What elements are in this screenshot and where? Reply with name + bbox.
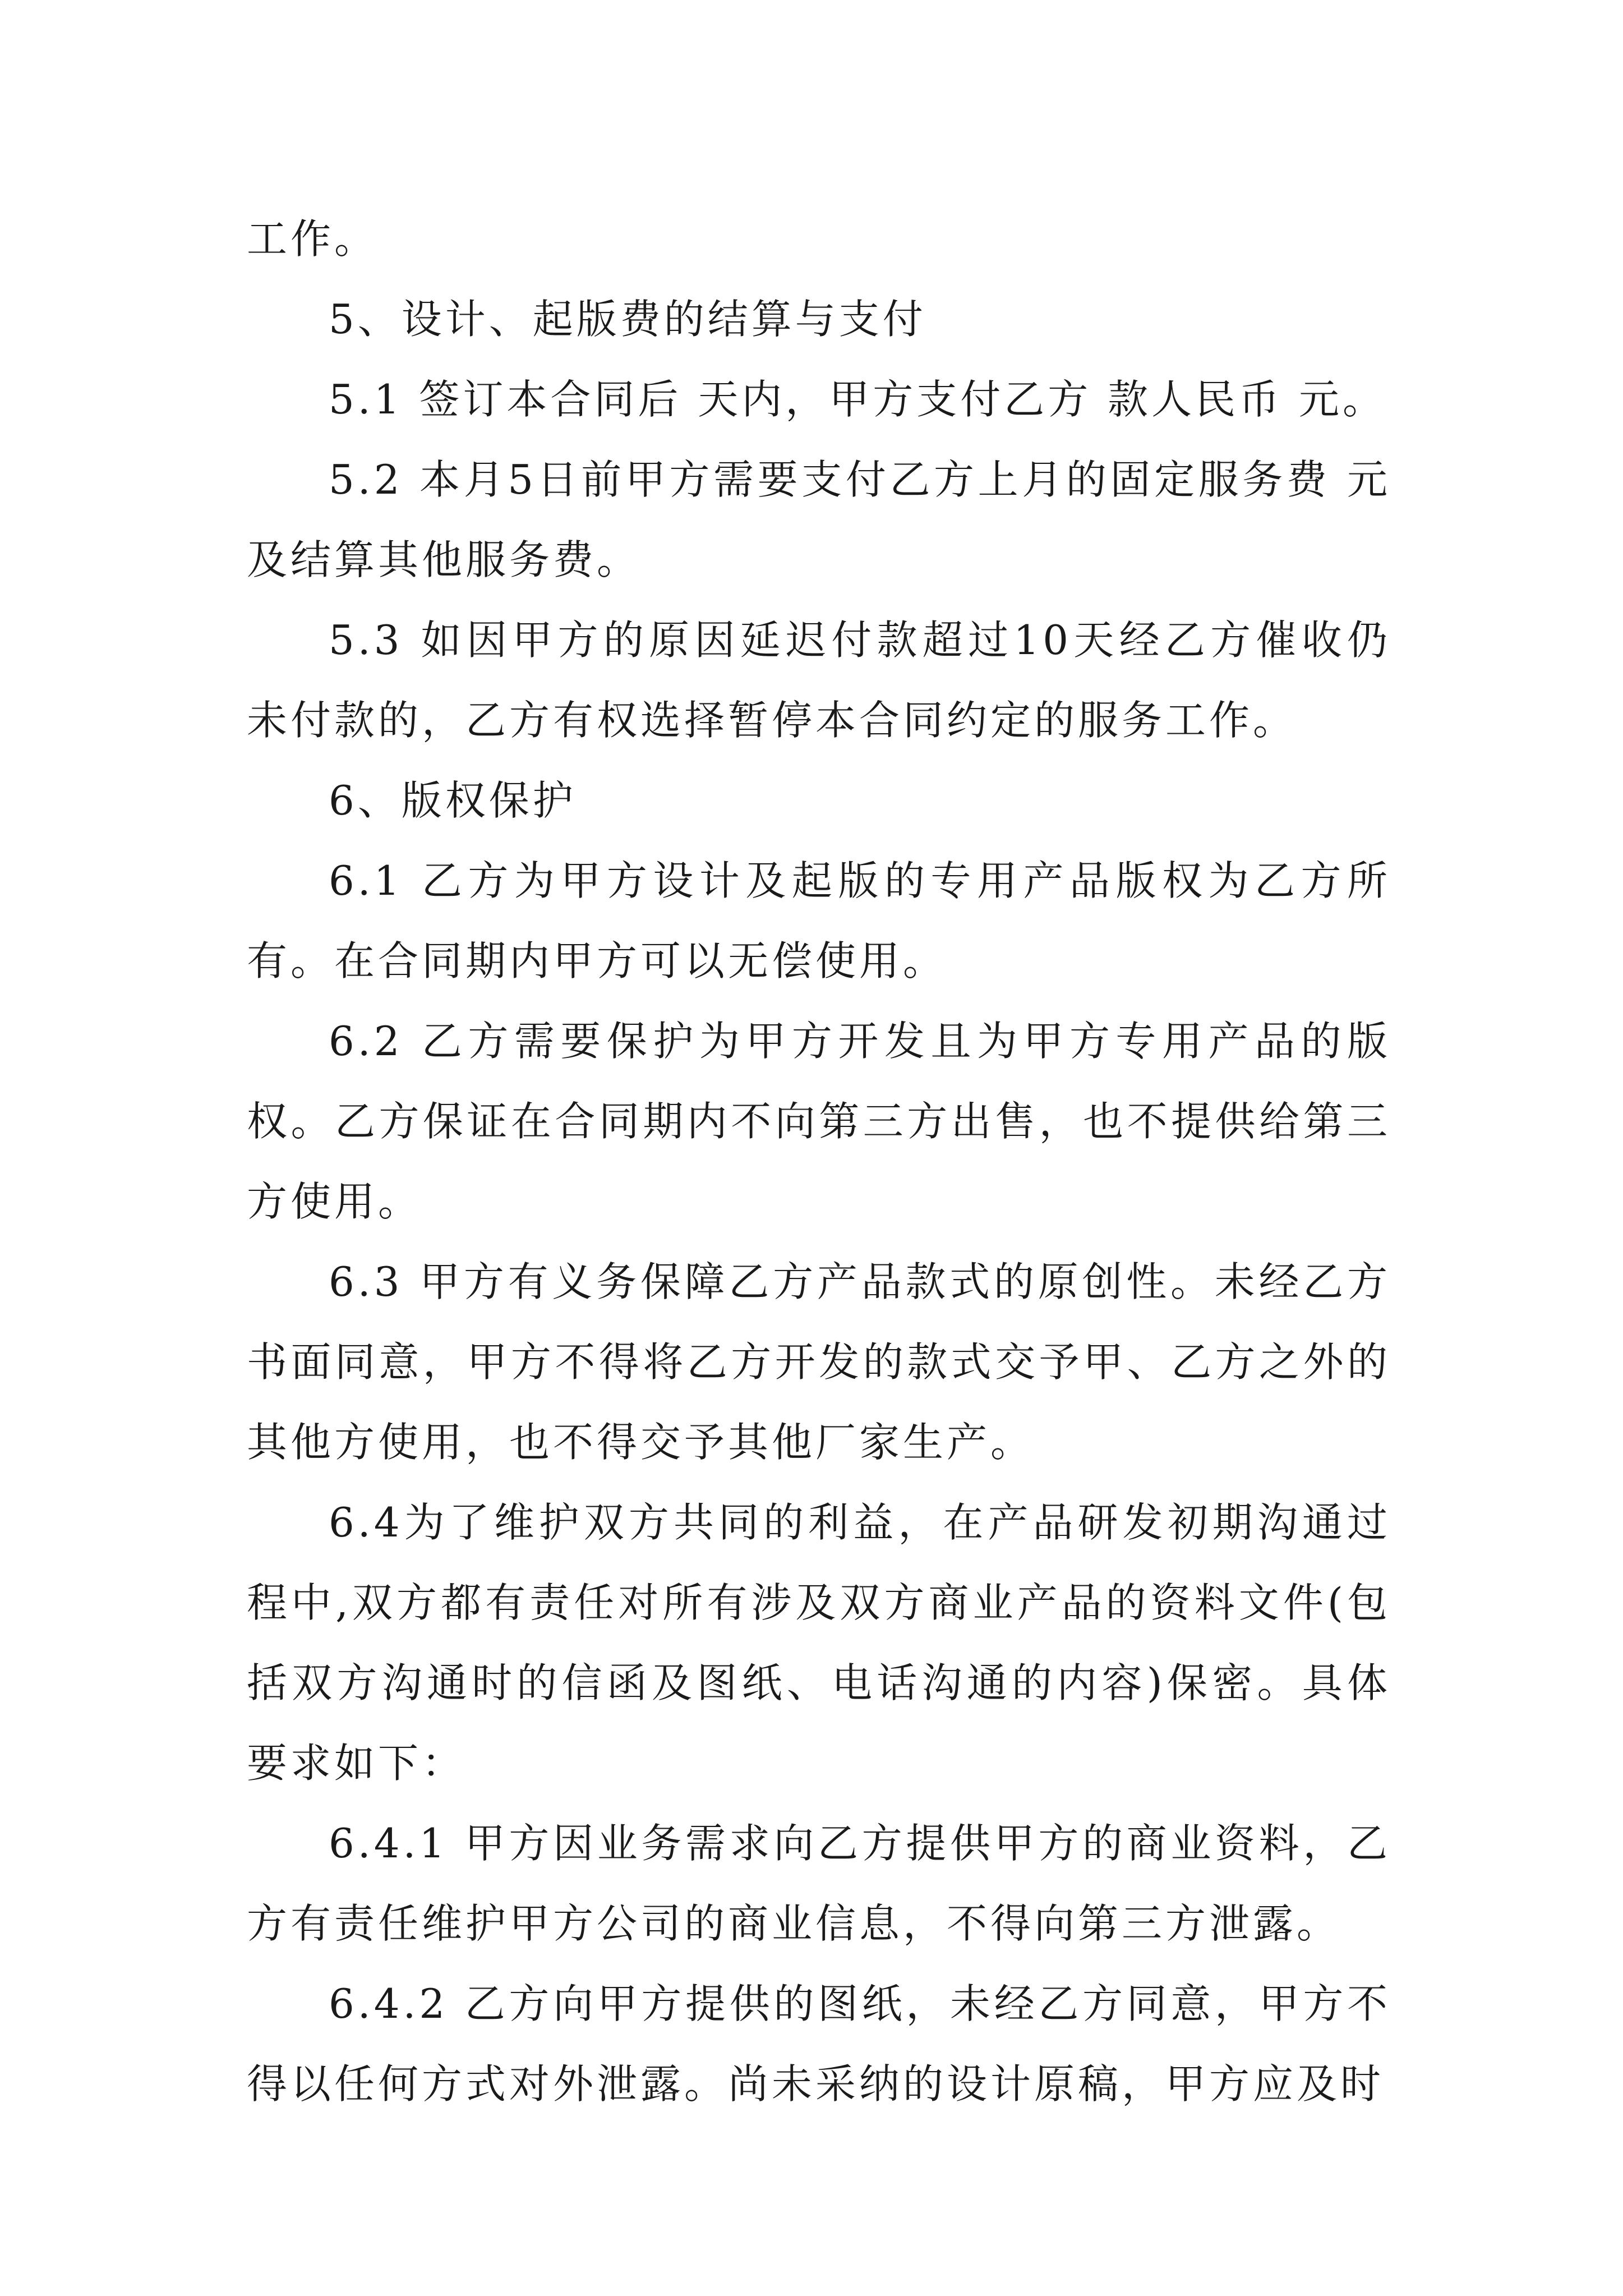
clause-6-4: 6.4为了维护双方共同的利益，在产品研发初期沟通过程中,双方都有责任对所有涉及双方商业产品的资料文件(包括双方沟通时的信函及图纸、电话沟通的内容)保密。具体要求如下： (247, 1499, 1391, 1787)
clause-6-3: 6.3 甲方有义务保障乙方产品款式的原创性。未经乙方书面同意，甲方不得将乙方开发的款式交予甲、乙方之外的其他方使用，也不得交予其他厂家生产。 (247, 1258, 1391, 1466)
section-heading-6: 6、版权保护 (329, 777, 577, 824)
clause-6-1: 6.1 乙方为甲方设计及起版的专用产品版权为乙方所有。在合同期内甲方可以无偿使用。 (247, 857, 1391, 984)
clause-5-3: 5.3 如因甲方的原因延迟付款超过10天经乙方催收仍未付款的，乙方有权选择暂停本合同约定的服务工作。 (247, 616, 1391, 744)
clause-6-2: 6.2 乙方需要保护为甲方开发且为甲方专用产品的版权。乙方保证在合同期内不向第三方出售，也不提供给第三方使用。 (247, 1018, 1391, 1225)
clause-6-4-2: 6.4.2 乙方向甲方提供的图纸，未经乙方同意，甲方不得以任何方式对外泄露。尚未采纳的设计原稿，甲方应及时 (247, 1980, 1391, 2108)
clause-5-1: 5.1 签订本合同后 天内，甲方支付乙方 款人民币 元。 (329, 376, 1387, 423)
section-heading-5: 5、设计、起版费的结算与支付 (329, 296, 926, 343)
clause-5-2: 5.2 本月5日前甲方需要支付乙方上月的固定服务费 元及结算其他服务费。 (247, 456, 1391, 583)
clause-6-4-1: 6.4.1 甲方因业务需求向乙方提供甲方的商业资料，乙方有责任维护甲方公司的商业信息，不得向第三方泄露。 (247, 1820, 1391, 1947)
document-body (247, 199, 1391, 2124)
paragraph-continuation: 工作。 (247, 215, 379, 263)
